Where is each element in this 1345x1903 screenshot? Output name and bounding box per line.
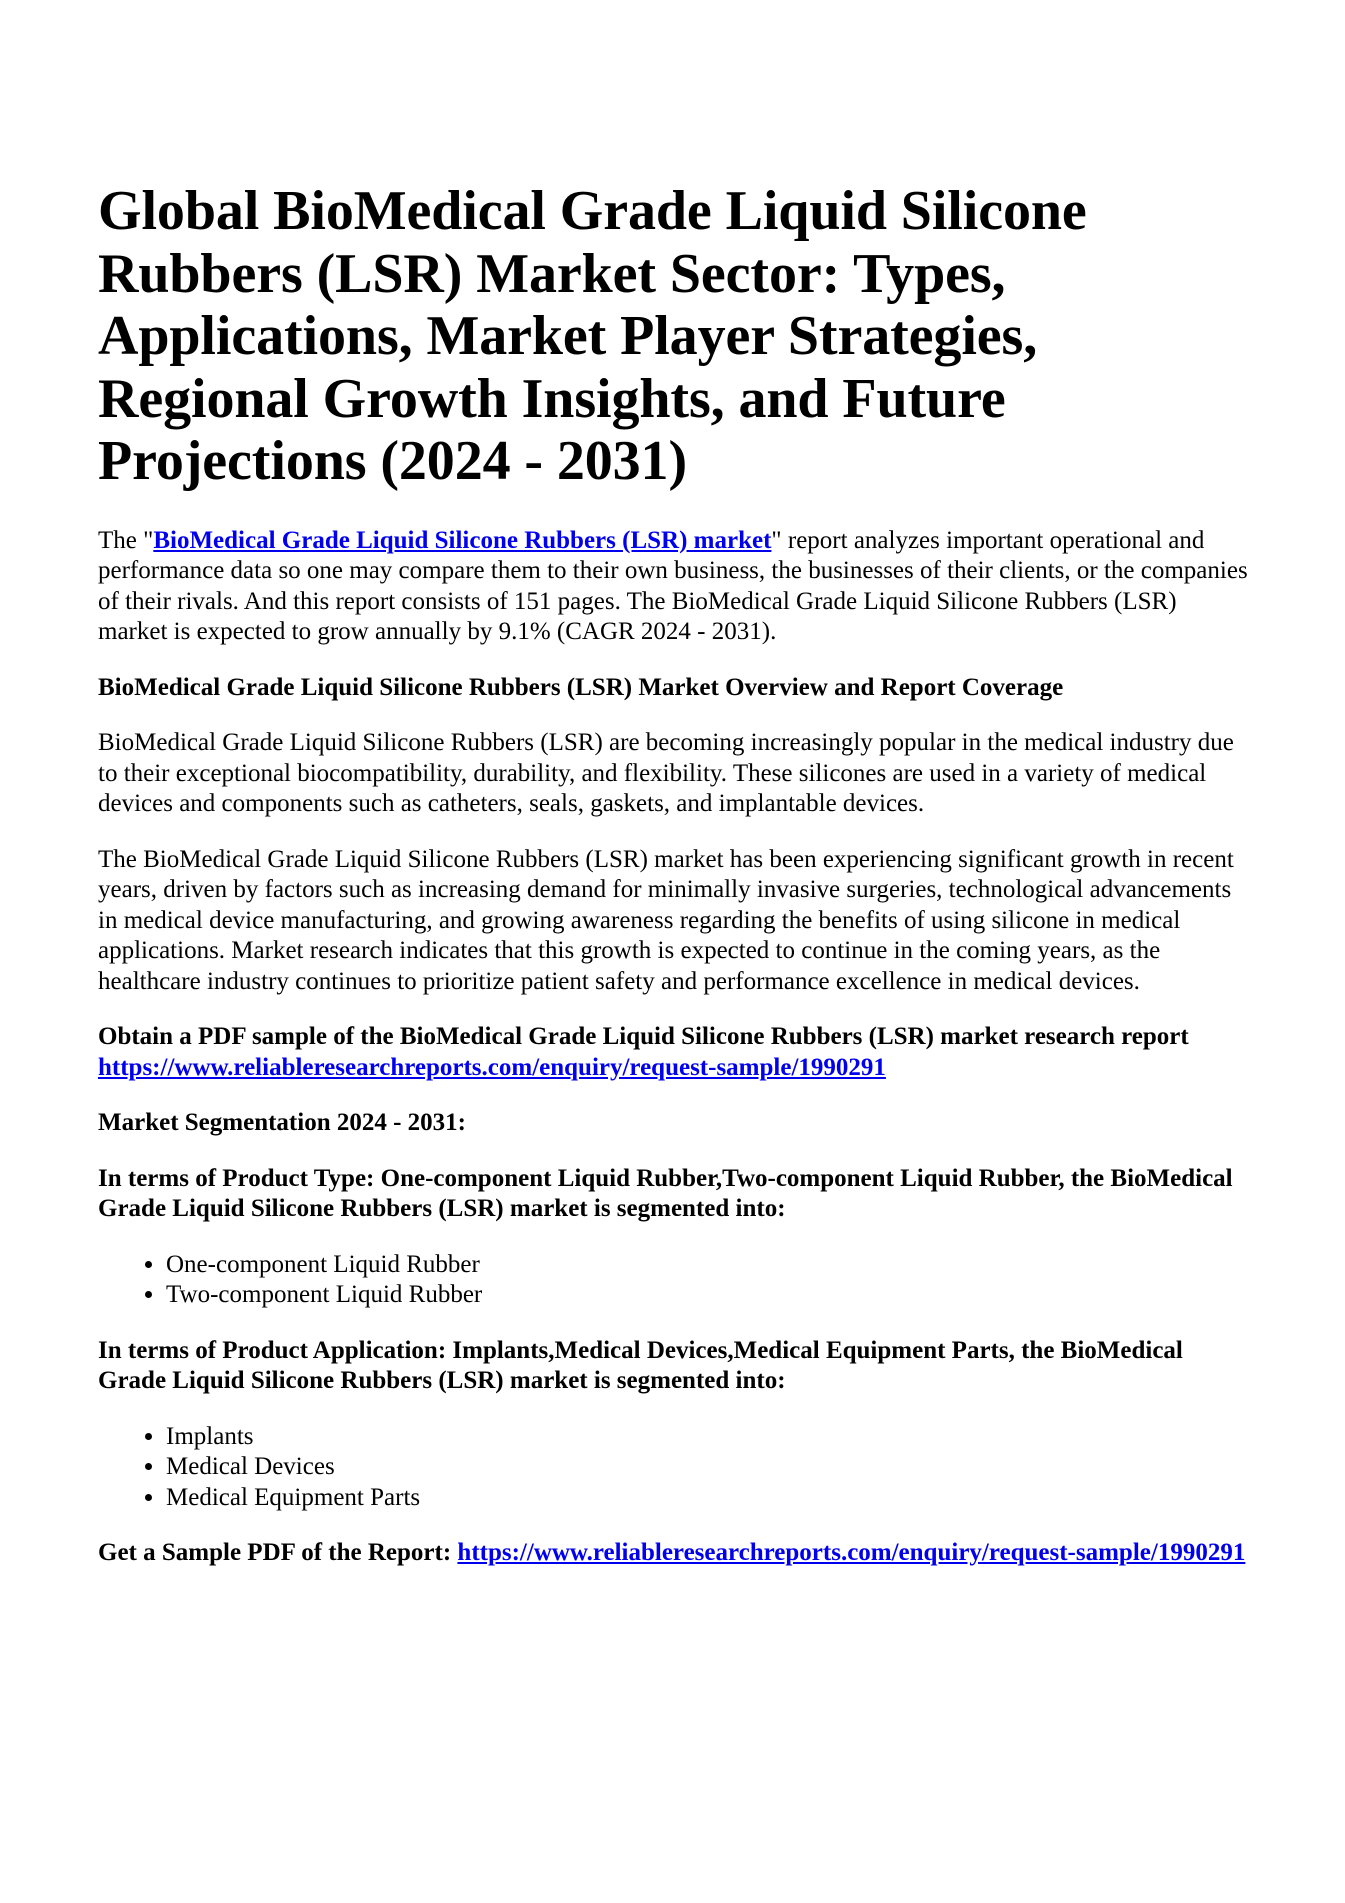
list-item: • Implants — [166, 1422, 1250, 1453]
product-type-list — [98, 1250, 1250, 1311]
product-application-heading: In terms of Product Application: Implants,Medical Devices,Medical Equipment Parts, the BioMedical Grade Liquid Silicone Rubbers (LSR) market is segmented into: — [98, 1336, 1183, 1394]
list-item: • Medical Equipment Parts — [166, 1483, 1250, 1514]
intro-suffix: " report analyzes important operational and performance data so one may compare them to their own business, the businesses of their clients, or the companies of their rivals. And this report consists of 151 pages. The BioMedical Grade Liquid Silicone Rubbers (LSR) market is expected to grow annually by 9.1% (CAGR 2024 - 2031). — [98, 526, 1248, 645]
list-item: • Medical Devices — [166, 1452, 1250, 1483]
product-application-list — [98, 1422, 1250, 1514]
overview-heading: BioMedical Grade Liquid Silicone Rubbers (LSR) Market Overview and Report Coverage — [98, 673, 1064, 701]
intro-paragraph — [98, 526, 1250, 648]
market-report-link[interactable]: BioMedical Grade Liquid Silicone Rubbers (LSR) market — [153, 526, 772, 554]
segmentation-heading: Market Segmentation 2024 - 2031: — [98, 1109, 466, 1136]
sample-request-link[interactable]: https://www.reliableresearchreports.com/enquiry/request-sample/1990291 — [98, 1053, 886, 1081]
list-item: • One-component Liquid Rubber — [166, 1250, 1250, 1281]
document-page — [98, 0, 1250, 1569]
sample-pdf-link[interactable]: https://www.reliableresearchreports.com/enquiry/request-sample/1990291 — [457, 1539, 1246, 1566]
list-item: • Two-component Liquid Rubber — [166, 1280, 1250, 1311]
sample-request-paragraph — [98, 1022, 1250, 1083]
intro-prefix: The " — [98, 526, 154, 554]
product-type-heading: In terms of Product Type: One-component Liquid Rubber,Two-component Liquid Rubber, the BioMedical Grade Liquid Silicone Rubbers (LSR) market is segmented into: — [98, 1164, 1233, 1222]
sample-request-text: Obtain a PDF sample of the BioMedical Grade Liquid Silicone Rubbers (LSR) market research report — [98, 1023, 1189, 1050]
sample-pdf-paragraph — [98, 1538, 1250, 1569]
overview-paragraph-2: The BioMedical Grade Liquid Silicone Rubbers (LSR) market has been experiencing significant growth in recent years, driven by factors such as increasing demand for minimally invasive surgeries, technological advancements in medical device manufacturing, and growing awareness regarding the benefits of using silicone in medical applications. Market research indicates that this growth is expected to continue in the coming years, as the healthcare industry continues to prioritize patient safety and performance excellence in medical devices. — [98, 845, 1234, 995]
page-title: Global BioMedical Grade Liquid Silicone Rubbers (LSR) Market Sector: Types, Applications, Market Player Strategies, Regional Growth Insights, and Future Projections (2024 - 2031) — [98, 180, 1087, 492]
sample-pdf-text: Get a Sample PDF of the Report: — [98, 1539, 458, 1566]
overview-paragraph-1: BioMedical Grade Liquid Silicone Rubbers (LSR) are becoming increasingly popular in the medical industry due to their exceptional biocompatibility, durability, and flexibility. These silicones are used in a variety of medical devices and components such as catheters, seals, gaskets, and implantable devices. — [98, 729, 1234, 817]
